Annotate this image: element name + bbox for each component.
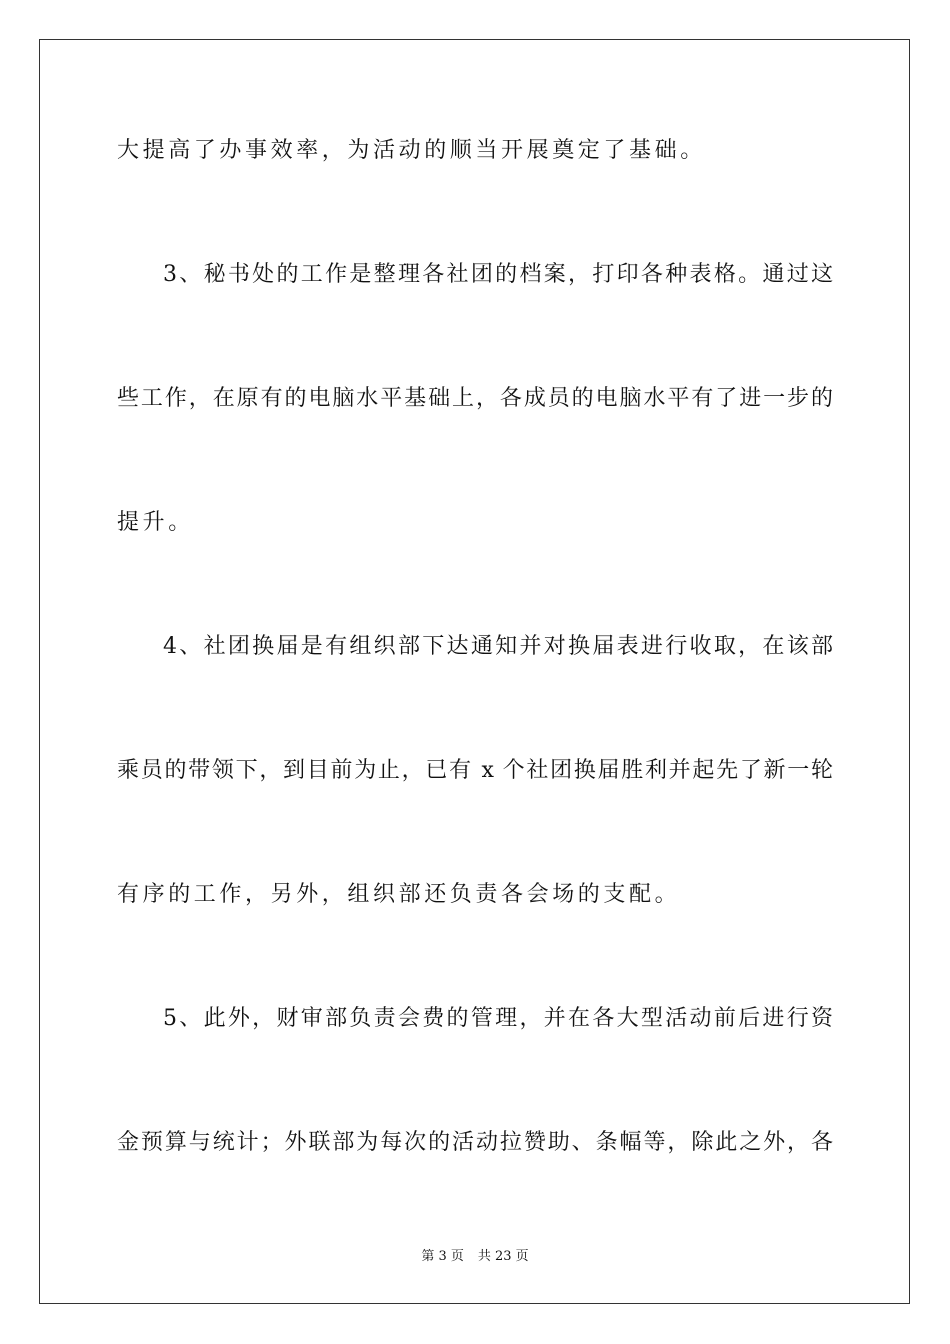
paragraph-line: 大提高了办事效率，为活动的顺当开展奠定了基础。 bbox=[117, 138, 706, 163]
page-total: 共 23 页 bbox=[477, 1249, 529, 1264]
paragraph-line: 4、社团换届是有组织部下达通知并对换届表进行收取，在该部 bbox=[163, 634, 833, 659]
paragraph-line: 5、此外，财审部负责会费的管理，并在各大型活动前后进行资 bbox=[163, 1006, 833, 1031]
page-footer bbox=[0, 1248, 950, 1266]
paragraph-line: 金预算与统计；外联部为每次的活动拉赞助、条幅等，除此之外，各 bbox=[117, 1130, 833, 1155]
paragraph-line: 乘员的带领下，到目前为止，已有 x 个社团换届胜利并起先了新一轮 bbox=[117, 758, 833, 783]
paragraph-line: 提升。 bbox=[117, 510, 194, 535]
paragraph-line: 些工作，在原有的电脑水平基础上，各成员的电脑水平有了进一步的 bbox=[117, 386, 833, 411]
paragraph-line: 3、秘书处的工作是整理各社团的档案，打印各种表格。通过这 bbox=[163, 262, 833, 287]
page-border bbox=[39, 39, 910, 1304]
paragraph-line: 有序的工作，另外，组织部还负责各会场的支配。 bbox=[117, 882, 681, 907]
page-number: 第 3 页 bbox=[421, 1249, 464, 1264]
